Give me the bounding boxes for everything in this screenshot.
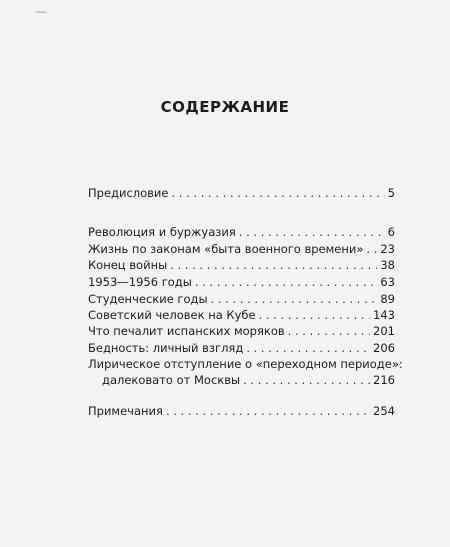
page-mark: —: [36, 5, 48, 18]
toc-entry[interactable]: [88, 308, 395, 322]
toc-entry[interactable]: [88, 258, 395, 272]
toc-entry-title: Революция и буржуазия: [88, 225, 236, 239]
toc-entry[interactable]: [88, 324, 395, 338]
toc-entry[interactable]: [88, 225, 395, 239]
toc-leader-dots: [246, 341, 370, 355]
toc-title: СОДЕРЖАНИЕ: [160, 98, 290, 116]
toc-entry-title: Советский человек на Кубе: [88, 308, 256, 322]
toc-leader-dots: [288, 324, 370, 338]
toc-entry[interactable]: [88, 357, 403, 371]
toc-entry-title: Предисловие: [88, 186, 169, 200]
toc-entry[interactable]: [88, 341, 395, 355]
toc-entry-title: Конец войны: [88, 258, 168, 272]
toc-leader-dots: [195, 275, 378, 289]
toc-entry-page: 206: [373, 341, 395, 355]
toc-entry-page: 38: [380, 258, 395, 272]
toc-leader-dots: [211, 292, 378, 306]
toc-leader-dots: [366, 242, 377, 256]
toc-entry[interactable]: [88, 186, 395, 200]
toc-leader-dots: [170, 258, 377, 272]
toc-entry-title: Лирическое отступление о «переходном периоде»:: [88, 357, 403, 371]
toc-entry-page: 5: [387, 186, 395, 200]
toc-leader-dots: [239, 225, 385, 239]
toc-entry-title: Студенческие годы: [88, 292, 208, 306]
toc-entry[interactable]: [88, 292, 395, 306]
toc-leader-dots: [243, 373, 370, 387]
toc-entry-title: Что печалит испанских моряков: [88, 324, 285, 338]
toc-entry-page: 254: [373, 404, 395, 418]
toc-entry[interactable]: [88, 242, 395, 256]
toc-entry-page: 216: [373, 373, 395, 387]
toc-entry-page: 63: [380, 275, 395, 289]
toc-entry-continuation[interactable]: [102, 373, 395, 387]
toc-entry[interactable]: [88, 275, 395, 289]
toc-entry-page: 201: [373, 324, 395, 338]
toc-entry-page: 143: [373, 308, 395, 322]
toc-entry-title: Примечания: [88, 404, 163, 418]
toc-entry-title: Бедность: личный взгляд: [88, 341, 244, 355]
toc-leader-dots: [166, 404, 370, 418]
toc-entry-page: 6: [387, 225, 395, 239]
toc-entry-title: далековато от Москвы: [102, 373, 241, 387]
toc-entry-page: 89: [380, 292, 395, 306]
toc-entry-page: 23: [380, 242, 395, 256]
toc-leader-dots: [171, 186, 384, 200]
toc-entry-title: Жизнь по законам «быта военного времени»: [88, 242, 364, 256]
toc-entry-title: 1953—1956 годы: [88, 275, 192, 289]
toc-leader-dots: [259, 308, 370, 322]
toc-entry[interactable]: [88, 404, 395, 418]
